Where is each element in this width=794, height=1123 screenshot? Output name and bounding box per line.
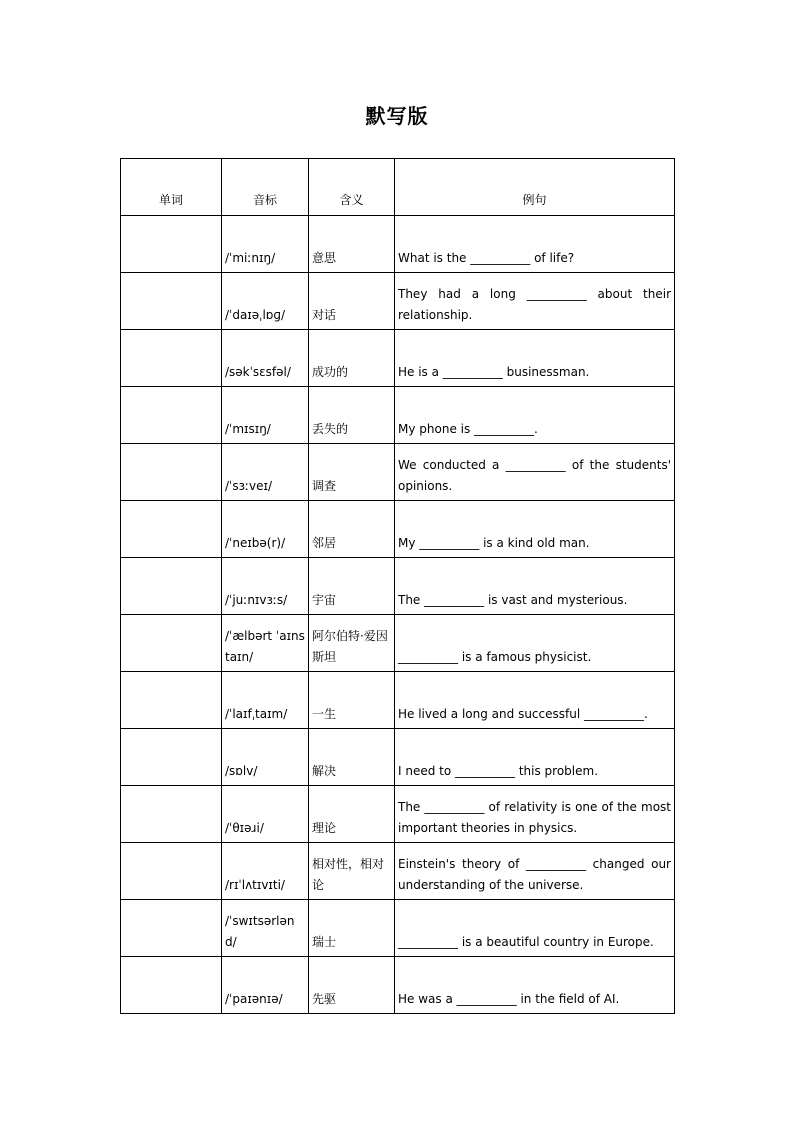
- table-row: [121, 501, 675, 558]
- word-blank-cell[interactable]: [121, 615, 222, 672]
- meaning-cell: 成功的: [309, 330, 395, 387]
- word-blank-cell[interactable]: [121, 900, 222, 957]
- phonetic-cell: /səkˈsɛsfəl/: [222, 330, 309, 387]
- example-sentence-cell: He was a __________ in the field of AI.: [395, 957, 675, 1014]
- header-phonetic: 音标: [222, 159, 309, 216]
- phonetic-cell: /ˈjuːnɪvɜːs/: [222, 558, 309, 615]
- phonetic-cell: /ˈmɪsɪŋ/: [222, 387, 309, 444]
- table-row: [121, 216, 675, 273]
- header-row: [121, 159, 675, 216]
- phonetic-cell: /ˈlaɪfˌtaɪm/: [222, 672, 309, 729]
- word-blank-cell[interactable]: [121, 444, 222, 501]
- phonetic-cell: /ˈsɜːveɪ/: [222, 444, 309, 501]
- table-row: [121, 615, 675, 672]
- example-sentence-cell: He is a __________ businessman.: [395, 330, 675, 387]
- header-example: 例句: [395, 159, 675, 216]
- table-row: [121, 672, 675, 729]
- table-row: [121, 558, 675, 615]
- vocabulary-table: [120, 158, 675, 1014]
- phonetic-cell: /ˈælbərt ˈaɪnstaɪn/: [222, 615, 309, 672]
- example-sentence-cell: Einstein's theory of __________ changed our understanding of the universe.: [395, 843, 675, 900]
- meaning-cell: 解决: [309, 729, 395, 786]
- table-row: [121, 330, 675, 387]
- word-blank-cell[interactable]: [121, 216, 222, 273]
- example-sentence-cell: We conducted a __________ of the students' opinions.: [395, 444, 675, 501]
- word-blank-cell[interactable]: [121, 957, 222, 1014]
- table-row: [121, 786, 675, 843]
- meaning-cell: 先驱: [309, 957, 395, 1014]
- phonetic-cell: /ˈneɪbə(r)/: [222, 501, 309, 558]
- table-row: [121, 444, 675, 501]
- header-meaning: 含义: [309, 159, 395, 216]
- example-sentence-cell: The __________ of relativity is one of the most important theories in physics.: [395, 786, 675, 843]
- table-row: [121, 273, 675, 330]
- example-sentence-cell: My phone is __________.: [395, 387, 675, 444]
- page-title: 默写版: [365, 104, 429, 128]
- example-sentence-cell: My __________ is a kind old man.: [395, 501, 675, 558]
- meaning-cell: 丢失的: [309, 387, 395, 444]
- table-row: [121, 843, 675, 900]
- table-row: [121, 729, 675, 786]
- meaning-cell: 阿尔伯特·爱因斯坦: [309, 615, 395, 672]
- meaning-cell: 瑞士: [309, 900, 395, 957]
- phonetic-cell: /sɒlv/: [222, 729, 309, 786]
- word-blank-cell[interactable]: [121, 843, 222, 900]
- word-blank-cell[interactable]: [121, 273, 222, 330]
- word-blank-cell[interactable]: [121, 330, 222, 387]
- example-sentence-cell: What is the __________ of life?: [395, 216, 675, 273]
- word-blank-cell[interactable]: [121, 387, 222, 444]
- meaning-cell: 宇宙: [309, 558, 395, 615]
- phonetic-cell: /ˈmiːnɪŋ/: [222, 216, 309, 273]
- meaning-cell: 理论: [309, 786, 395, 843]
- phonetic-cell: /ˈdaɪəˌlɒɡ/: [222, 273, 309, 330]
- phonetic-cell: /rɪˈlʌtɪvɪti/: [222, 843, 309, 900]
- word-blank-cell[interactable]: [121, 786, 222, 843]
- table-row: [121, 387, 675, 444]
- meaning-cell: 相对性，相对论: [309, 843, 395, 900]
- example-sentence-cell: __________ is a famous physicist.: [395, 615, 675, 672]
- word-blank-cell[interactable]: [121, 672, 222, 729]
- example-sentence-cell: __________ is a beautiful country in Europe.: [395, 900, 675, 957]
- table-row: [121, 957, 675, 1014]
- meaning-cell: 邻居: [309, 501, 395, 558]
- word-blank-cell[interactable]: [121, 501, 222, 558]
- word-blank-cell[interactable]: [121, 558, 222, 615]
- meaning-cell: 意思: [309, 216, 395, 273]
- header-word: 单词: [121, 159, 222, 216]
- phonetic-cell: /ˈpaɪənɪə/: [222, 957, 309, 1014]
- meaning-cell: 调查: [309, 444, 395, 501]
- word-blank-cell[interactable]: [121, 729, 222, 786]
- example-sentence-cell: He lived a long and successful __________.: [395, 672, 675, 729]
- phonetic-cell: /ˈswɪtsərlənd/: [222, 900, 309, 957]
- meaning-cell: 一生: [309, 672, 395, 729]
- table-row: [121, 900, 675, 957]
- example-sentence-cell: I need to __________ this problem.: [395, 729, 675, 786]
- example-sentence-cell: The __________ is vast and mysterious.: [395, 558, 675, 615]
- phonetic-cell: /ˈθɪəɹi/: [222, 786, 309, 843]
- meaning-cell: 对话: [309, 273, 395, 330]
- example-sentence-cell: They had a long __________ about their relationship.: [395, 273, 675, 330]
